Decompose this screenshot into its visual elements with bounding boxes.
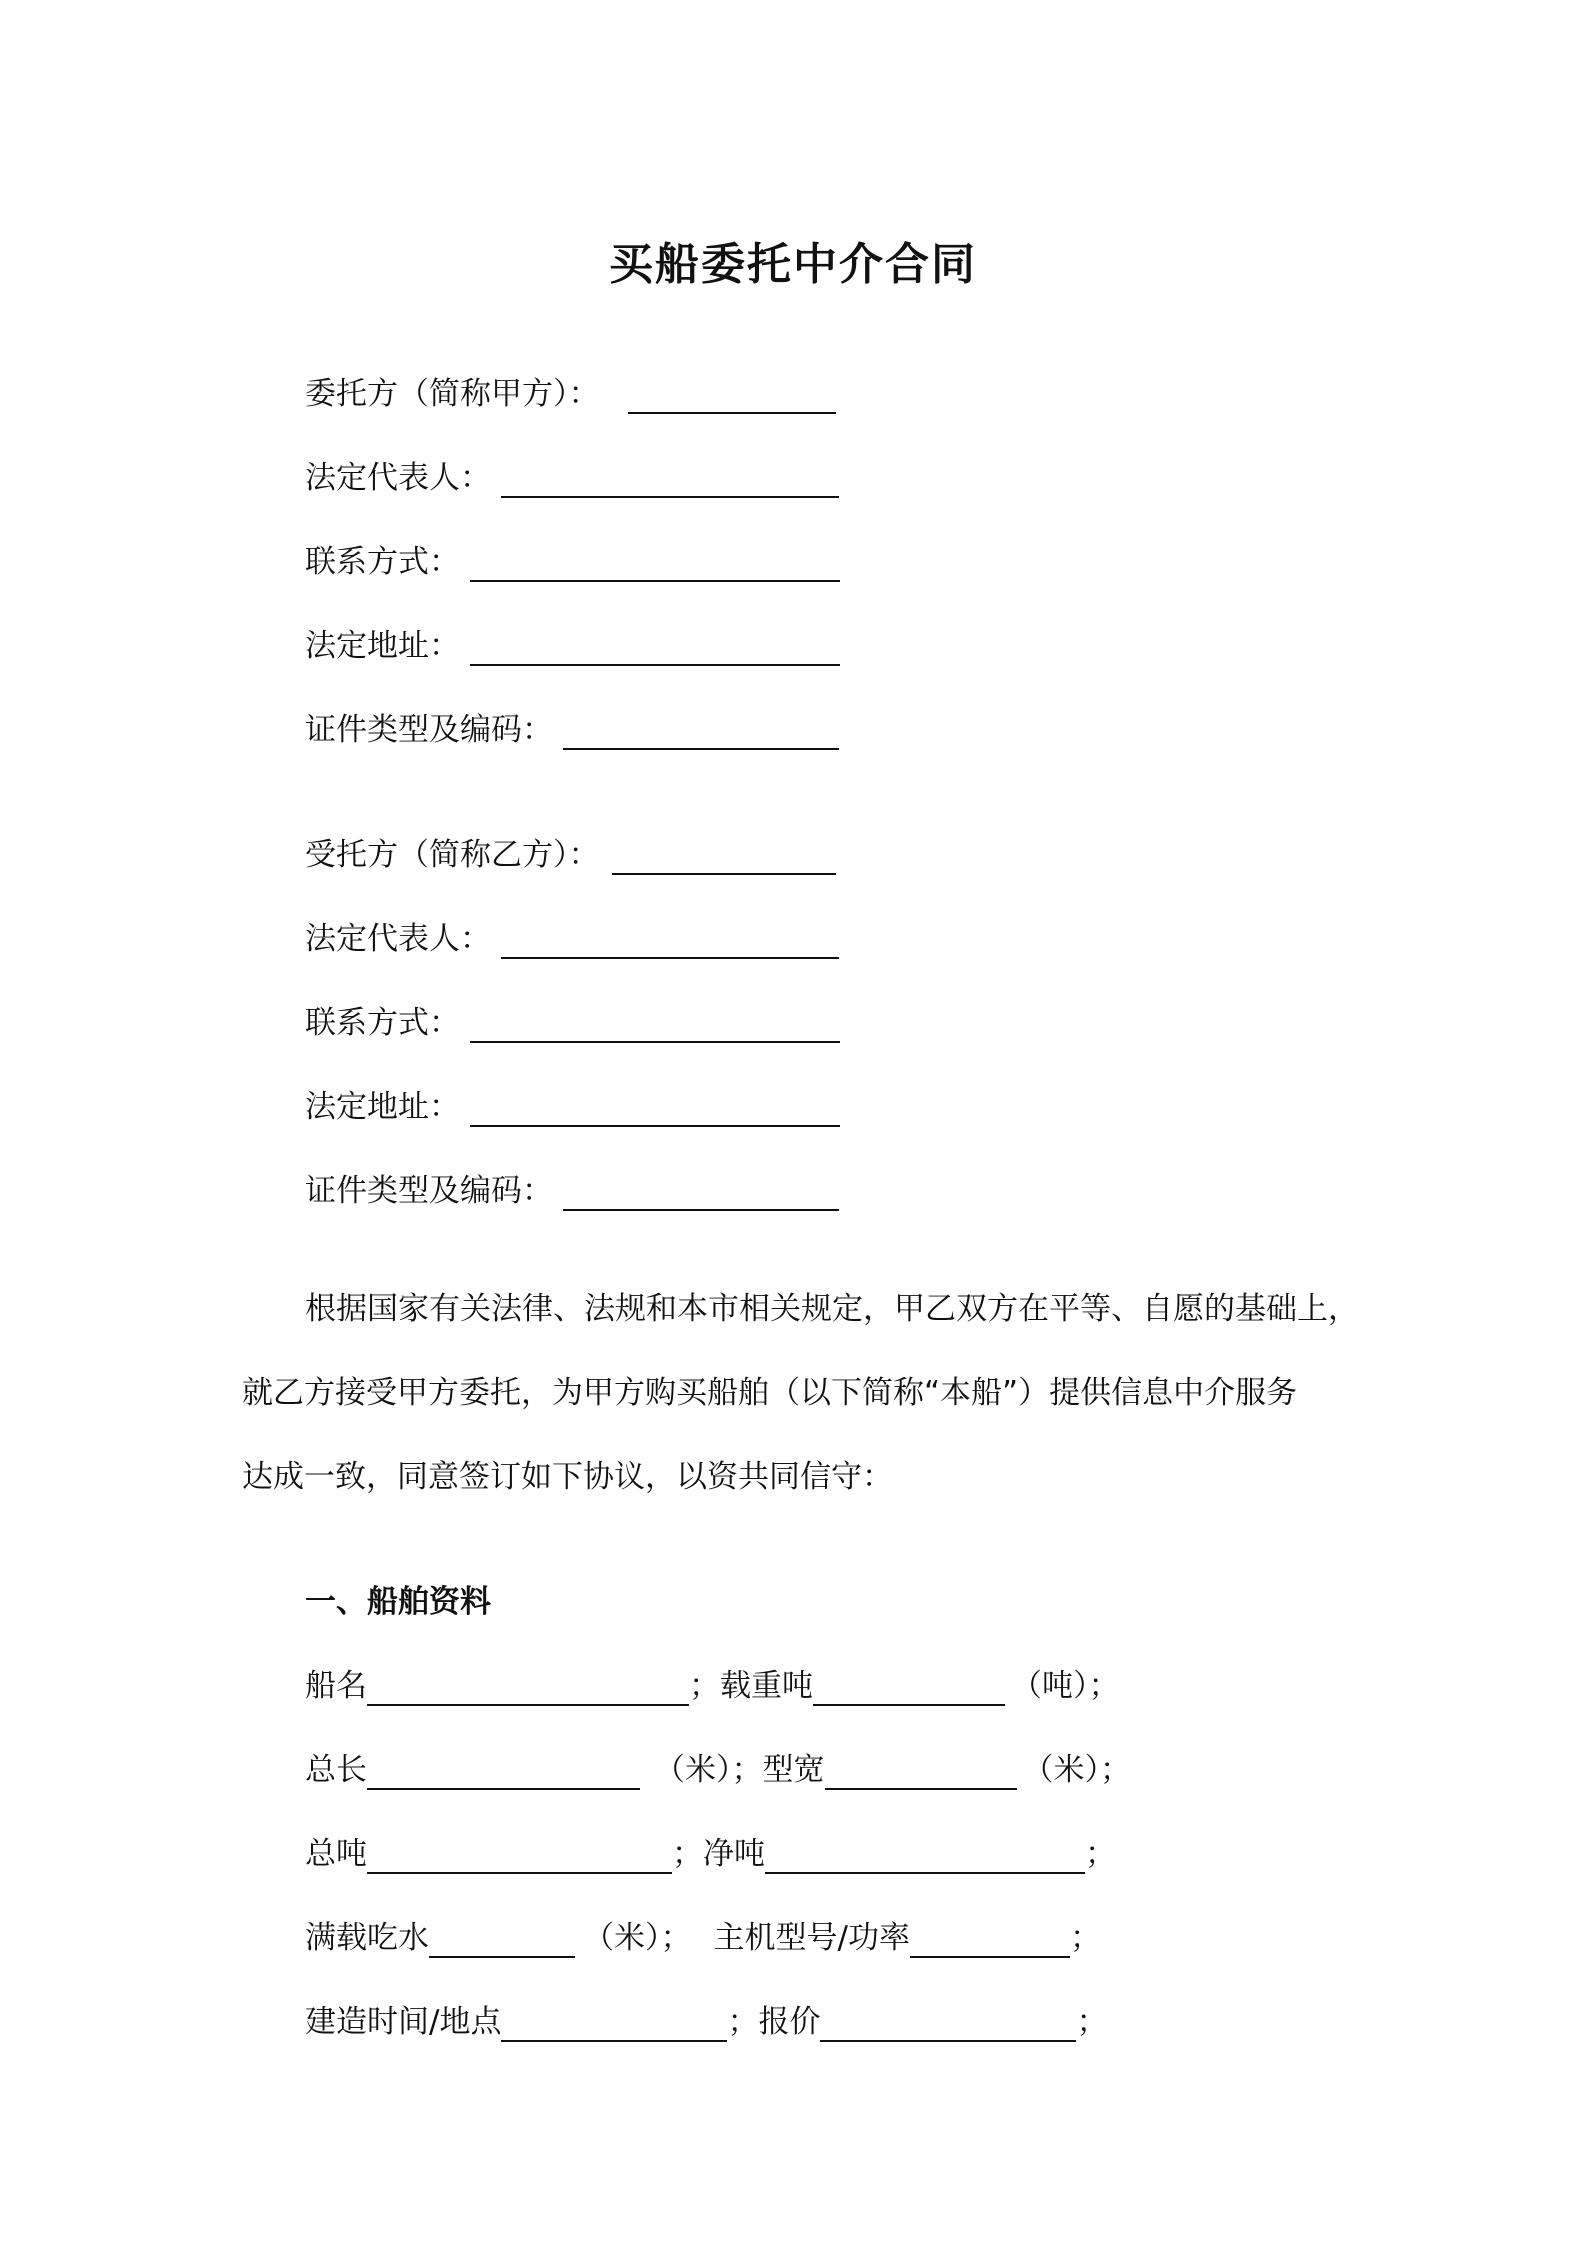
separator: ； [672, 1836, 703, 1872]
gt-field[interactable] [367, 1834, 672, 1874]
breadth-unit: （米）； [1022, 1752, 1131, 1788]
dwt-field[interactable] [813, 1666, 1005, 1706]
party-b-address-label: 法定地址： [305, 1089, 460, 1125]
ship-row-3 [305, 1822, 1116, 1874]
gt-label: 总吨 [305, 1836, 367, 1872]
party-a-address-row [305, 614, 840, 666]
party-b-address-field[interactable] [470, 1087, 840, 1127]
separator: ； [689, 1668, 720, 1704]
price-field[interactable] [820, 2002, 1076, 2042]
party-a-name-field[interactable] [628, 374, 836, 414]
party-b-contact-label: 联系方式： [305, 1005, 460, 1041]
end-mark: ； [1069, 1920, 1101, 1956]
party-b-id-label: 证件类型及编码： [305, 1173, 553, 1209]
party-b-contact-field[interactable] [470, 1003, 840, 1043]
party-a-address-field[interactable] [470, 626, 840, 666]
preamble-line-2: 就乙方接受甲方委托，为甲方购买船舶（以下简称“本船”）提供信息中介服务 [242, 1375, 1298, 1411]
ship-name-field[interactable] [367, 1666, 689, 1706]
draft-field[interactable] [429, 1918, 575, 1958]
draft-label: 满载吃水 [305, 1920, 429, 1956]
price-label: 报价 [758, 2004, 821, 2040]
draft-unit: （米）； [583, 1920, 692, 1956]
party-b-rep-row [305, 907, 839, 959]
loa-label: 总长 [305, 1752, 367, 1788]
party-a-contact-row [305, 530, 840, 582]
ship-row-1 [305, 1654, 1120, 1706]
breadth-field[interactable] [825, 1750, 1017, 1790]
party-a-contact-field[interactable] [470, 542, 840, 582]
engine-field[interactable] [910, 1918, 1070, 1958]
ship-row-4 [305, 1906, 1101, 1958]
end-mark: ； [1076, 2004, 1108, 2040]
dwt-unit: （吨）； [1011, 1668, 1120, 1704]
party-b-rep-label: 法定代表人： [305, 921, 491, 957]
preamble-line-3: 达成一致，同意签订如下协议，以资共同信守： [242, 1459, 893, 1495]
ship-row-5 [305, 1990, 1107, 2042]
party-b-rep-field[interactable] [501, 919, 839, 959]
party-a-id-label: 证件类型及编码： [305, 712, 553, 748]
party-b-id-field[interactable] [563, 1171, 839, 1211]
ship-name-label: 船名 [305, 1668, 367, 1704]
party-a-rep-row [305, 446, 839, 498]
engine-label: 主机型号/功率 [713, 1920, 910, 1956]
built-field[interactable] [501, 2002, 727, 2042]
party-a-id-field[interactable] [563, 710, 839, 750]
section-1-heading: 一、船舶资料 [305, 1584, 491, 1620]
party-b-id-row [305, 1159, 839, 1211]
separator: ； [727, 2004, 759, 2040]
party-a-contact-label: 联系方式： [305, 544, 460, 580]
breadth-label: 型宽 [762, 1752, 825, 1788]
nt-label: 净吨 [703, 1836, 765, 1872]
built-label: 建造时间/地点 [305, 2004, 502, 2040]
loa-field[interactable] [367, 1750, 640, 1790]
party-a-id-row [305, 698, 839, 750]
ship-row-2 [305, 1738, 1131, 1790]
party-b-address-row [305, 1075, 840, 1127]
party-a-rep-field[interactable] [501, 458, 839, 498]
nt-field[interactable] [765, 1834, 1085, 1874]
party-b-contact-row [305, 991, 840, 1043]
end-mark: ； [1085, 1836, 1116, 1872]
page-title: 买船委托中介合同 [609, 239, 977, 290]
party-b-name-label: 受托方（简称乙方）： [305, 837, 600, 873]
preamble-line-1: 根据国家有关法律、法规和本市相关规定，甲乙双方在平等、自愿的基础上， [305, 1291, 1359, 1327]
party-a-address-label: 法定地址： [305, 628, 460, 664]
party-b-name-field[interactable] [612, 835, 836, 875]
party-a-rep-label: 法定代表人： [305, 460, 491, 496]
party-a-name-label: 委托方（简称甲方）： [305, 376, 600, 412]
dwt-label: 载重吨 [720, 1668, 813, 1704]
party-b-name-row [305, 823, 836, 875]
loa-unit: （米）； [654, 1752, 763, 1788]
party-a-name-row [305, 362, 836, 414]
